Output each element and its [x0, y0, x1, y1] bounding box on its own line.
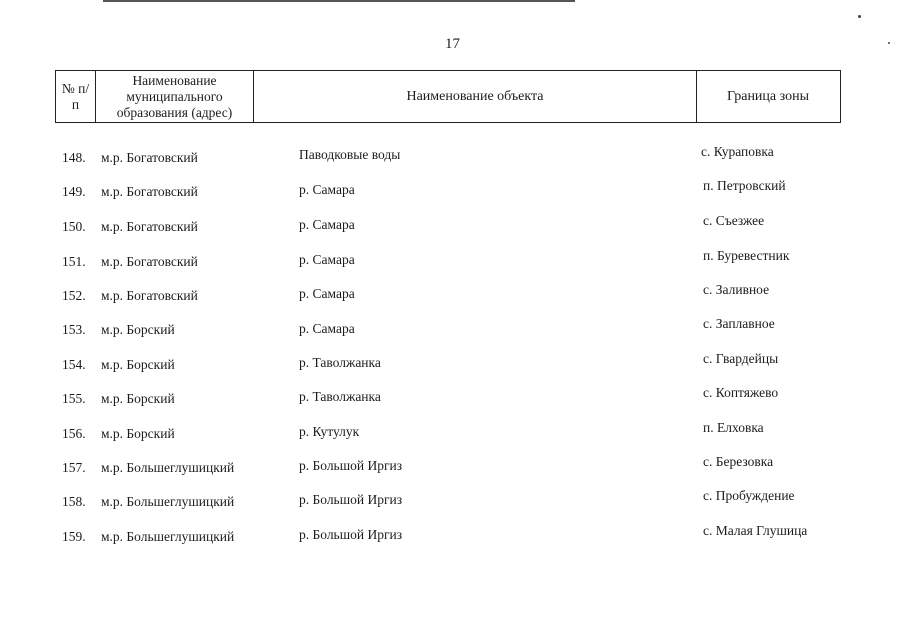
table-row	[0, 316, 905, 342]
row-object: р. Самара	[299, 252, 355, 267]
header-col-object: Наименование объекта	[254, 71, 697, 122]
row-object: р. Большой Иргиз	[299, 458, 403, 473]
table-row	[0, 144, 905, 170]
row-number: 156.	[62, 426, 86, 441]
row-number: 159.	[62, 529, 86, 544]
row-number: 148.	[62, 150, 86, 165]
row-number: 157.	[62, 460, 86, 475]
table-row	[0, 488, 905, 514]
row-object: р. Большой Иргиз	[299, 492, 403, 507]
row-municipality: м.р. Богатовский	[101, 184, 198, 199]
row-zone: п. Елховка	[703, 420, 764, 435]
table-row	[0, 420, 905, 446]
table-row	[0, 282, 905, 308]
row-municipality: м.р. Большеглушицкий	[101, 529, 235, 544]
row-object: р. Самара	[299, 321, 355, 336]
table-row	[0, 523, 905, 549]
row-object: р. Самара	[299, 286, 355, 301]
table-row	[0, 178, 905, 204]
row-zone: п. Петровский	[703, 178, 786, 193]
table-row	[0, 351, 905, 377]
row-number: 149.	[62, 184, 86, 199]
row-municipality: м.р. Богатовский	[101, 254, 198, 269]
row-zone: с. Березовка	[703, 454, 774, 469]
table-row	[0, 454, 905, 480]
row-object: р. Самара	[299, 182, 355, 197]
row-municipality: м.р. Большеглушицкий	[101, 494, 235, 509]
row-municipality: м.р. Богатовский	[101, 150, 198, 165]
header-col-number: № п/п	[56, 71, 96, 122]
row-object: р. Самара	[299, 217, 355, 232]
row-municipality: м.р. Борский	[101, 426, 175, 441]
row-zone: с. Заливное	[703, 282, 770, 297]
row-zone: с. Съезжее	[703, 213, 765, 228]
row-zone: с. Малая Глушица	[703, 523, 808, 538]
page-number: 17	[445, 36, 460, 52]
header-col-zone: Граница зоны	[727, 88, 809, 104]
row-object: р. Таволжанка	[299, 355, 381, 370]
row-municipality: м.р. Борский	[101, 357, 175, 372]
row-number: 153.	[62, 322, 86, 337]
row-object: р. Кутулук	[299, 424, 360, 439]
row-municipality: м.р. Богатовский	[101, 219, 198, 234]
row-number: 155.	[62, 391, 86, 406]
row-zone: с. Заплавное	[703, 316, 775, 331]
row-zone: п. Буревестник	[703, 248, 790, 263]
table-row	[0, 248, 905, 274]
row-number: 151.	[62, 254, 86, 269]
row-municipality: м.р. Борский	[101, 391, 175, 406]
row-number: 150.	[62, 219, 86, 234]
header-col-municipality: Наименование муниципального образования (адрес)	[96, 71, 254, 122]
row-zone: с. Гвардейцы	[703, 351, 779, 366]
row-municipality: м.р. Богатовский	[101, 288, 198, 303]
row-zone: с. Пробуждение	[703, 488, 795, 503]
row-zone: с. Коптяжево	[703, 385, 779, 400]
row-object: р. Большой Иргиз	[299, 527, 403, 542]
row-object: р. Таволжанка	[299, 389, 381, 404]
row-object: Паводковые воды	[299, 147, 401, 162]
row-number: 152.	[62, 288, 86, 303]
row-municipality: м.р. Борский	[101, 322, 175, 337]
row-number: 154.	[62, 357, 86, 372]
row-zone: с. Кураповка	[701, 144, 774, 159]
row-municipality: м.р. Большеглушицкий	[101, 460, 235, 475]
table-row	[0, 213, 905, 239]
table-row	[0, 385, 905, 411]
row-number: 158.	[62, 494, 86, 509]
